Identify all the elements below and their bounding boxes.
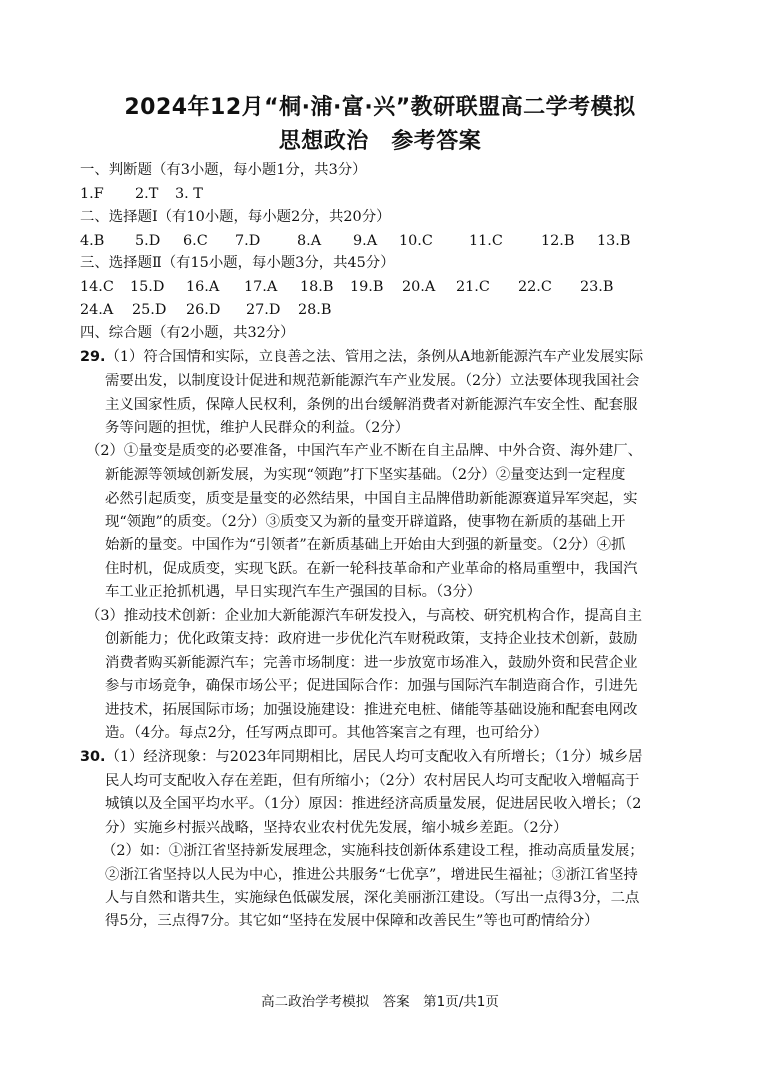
q29-number: 29. [80, 349, 106, 365]
q29-part2-line: 必然引起质变，质变是量变的必然结果，中国自主品牌借助新能源赛道异军突起，实 [105, 491, 638, 507]
section-4-heading: 四、综合题（有2小题，共32分） [80, 325, 295, 341]
answer-item: 8.A [297, 233, 322, 249]
q29-part3-line: 参与市场竞争，确保市场公平；促进国际合作：加强与国际汽车制造商合作，引进先 [105, 678, 638, 694]
q29-part2-line: （2）①量变是质变的必要准备，中国汽车产业不断在自主品牌、中外合资、海外建厂、 [86, 443, 643, 459]
answer-item: 27.D [246, 302, 281, 318]
answer-item: 3. T [175, 186, 203, 202]
q30-part2-line: 得5分，三点得7分。其它如“坚持在发展中保障和改善民生”等也可酌情给分） [105, 913, 599, 929]
section-3-answers-row2 [80, 300, 331, 320]
q30-line: 分）实施乡村振兴战略，坚持农业农村优先发展，缩小城乡差距。（2分） [105, 820, 568, 836]
answer-item: 25.D [132, 302, 167, 318]
answer-item: 14.C [80, 279, 114, 295]
answer-item: 5.D [135, 233, 161, 249]
answer-item: 2.T [135, 186, 159, 202]
q30-number: 30. [80, 749, 106, 765]
answer-item: 10.C [399, 233, 433, 249]
q29-part3-line: 创新能力；优化政策支持：政府进一步优化汽车财税政策，支持企业技术创新，鼓励 [105, 631, 638, 647]
q29-line: 务等问题的担忧，维护人民群众的利益。（2分） [105, 420, 410, 436]
answer-item: 20.A [402, 279, 436, 295]
answer-item: 15.D [130, 279, 165, 295]
q29-line: 29.（1）符合国情和实际，立良善之法、管用之法，条例从A地新能源汽车产业发展实际 [80, 349, 644, 365]
answer-item: 23.B [580, 279, 614, 295]
section-1-answers [80, 184, 203, 204]
answer-item: 9.A [353, 233, 378, 249]
section-3-heading: 三、选择题Ⅱ（有15小题，每小题3分，共45分） [80, 255, 395, 271]
q29-line: 主义国家性质，保障人民权利，条例的出台缓解消费者对新能源汽车安全性、配套服 [105, 397, 638, 413]
answer-item: 12.B [541, 233, 575, 249]
answer-item: 17.A [244, 279, 278, 295]
answer-item: 16.A [186, 279, 220, 295]
q30-part2-line: （2）如：①浙江省坚持新发展理念，实施科技创新体系建设工程，推动高质量发展； [102, 843, 644, 859]
answer-item: 1.F [80, 186, 104, 202]
answer-item: 7.D [235, 233, 261, 249]
answer-item: 19.B [350, 279, 384, 295]
answer-item: 26.D [186, 302, 221, 318]
answer-item: 4.B [80, 233, 105, 249]
answer-item: 11.C [469, 233, 503, 249]
q29-part3-line: （3）推动技术创新：企业加大新能源汽车研发投入，与高校、研究机构合作，提高自主 [86, 608, 643, 624]
section-2-heading: 二、选择题Ⅰ（有10小题，每小题2分，共20分） [80, 209, 391, 225]
document-subtitle: 思想政治 参考答案 [278, 129, 482, 154]
answer-item: 24.A [80, 302, 114, 318]
answer-item: 13.B [597, 233, 631, 249]
q29-part3-line: 消费者购买新能源汽车；完善市场制度：进一步放宽市场准入，鼓励外资和民营企业 [105, 655, 638, 671]
section-2-answers [80, 231, 630, 251]
section-3-answers-row1 [80, 277, 613, 297]
q29-part2-line: 始新的量变。中国作为“引领者”在新质基础上开始由大到强的新量变。（2分）④抓 [105, 537, 626, 553]
answer-item: 28.B [298, 302, 332, 318]
section-1-heading: 一、判断题（有3小题，每小题1分，共3分） [80, 162, 367, 178]
answer-item: 22.C [518, 279, 552, 295]
answer-item: 6.C [183, 233, 208, 249]
q29-part3-line: 造。（4分。每点2分，任写两点即可。其他答案言之有理，也可给分） [105, 725, 548, 741]
answer-item: 18.B [300, 279, 334, 295]
q30-line: 城镇以及全国平均水平。（1分）原因：推进经济高质量发展，促进居民收入增长；（2 [105, 796, 642, 812]
answer-item: 21.C [456, 279, 490, 295]
q29-part3-line: 进技术，拓展国际市场；加强设施建设：推进充电桩、储能等基础设施和配套电网改 [105, 702, 638, 718]
q30-line: 30.（1）经济现象：与2023年同期相比，居民人均可支配收入有所增长；（1分）城乡居 [80, 749, 643, 765]
q30-line: 民人均可支配收入存在差距，但有所缩小；（2分）农村居民人均可支配收入增幅高于 [105, 773, 640, 789]
q29-part2-line: 新能源等领域创新发展，为实现“领跑”打下坚实基础。（2分）②量变达到一定程度 [105, 467, 626, 483]
page-footer: 高二政治学考模拟 答案 第1页/共1页 [261, 994, 499, 1010]
q30-part2-line: 人与自然和谐共生，实施绿色低碳发展，深化美丽浙江建设。（写出一点得3分，二点 [105, 890, 640, 906]
q29-part2-line: 现“领跑”的质变。（2分）③质变又为新的量变开辟道路，使事物在新质的基础上开 [105, 514, 626, 530]
q29-part2-line: 车工业正抢抓机遇，早日实现汽车生产强国的目标。（3分） [105, 584, 482, 600]
q29-part2-line: 住时机，促成质变，实现飞跃。在新一轮科技革命和产业革命的格局重塑中，我国汽 [105, 561, 638, 577]
q30-part2-line: ②浙江省坚持以人民为中心，推进公共服务“七优享”，增进民生福祉；③浙江省坚持 [105, 867, 638, 883]
document-title: 2024年12月“桐·浦·富·兴”教研联盟高二学考模拟 [124, 95, 636, 120]
q29-line: 需要出发，以制度设计促进和规范新能源汽车产业发展。（2分）立法要体现我国社会 [105, 373, 640, 389]
